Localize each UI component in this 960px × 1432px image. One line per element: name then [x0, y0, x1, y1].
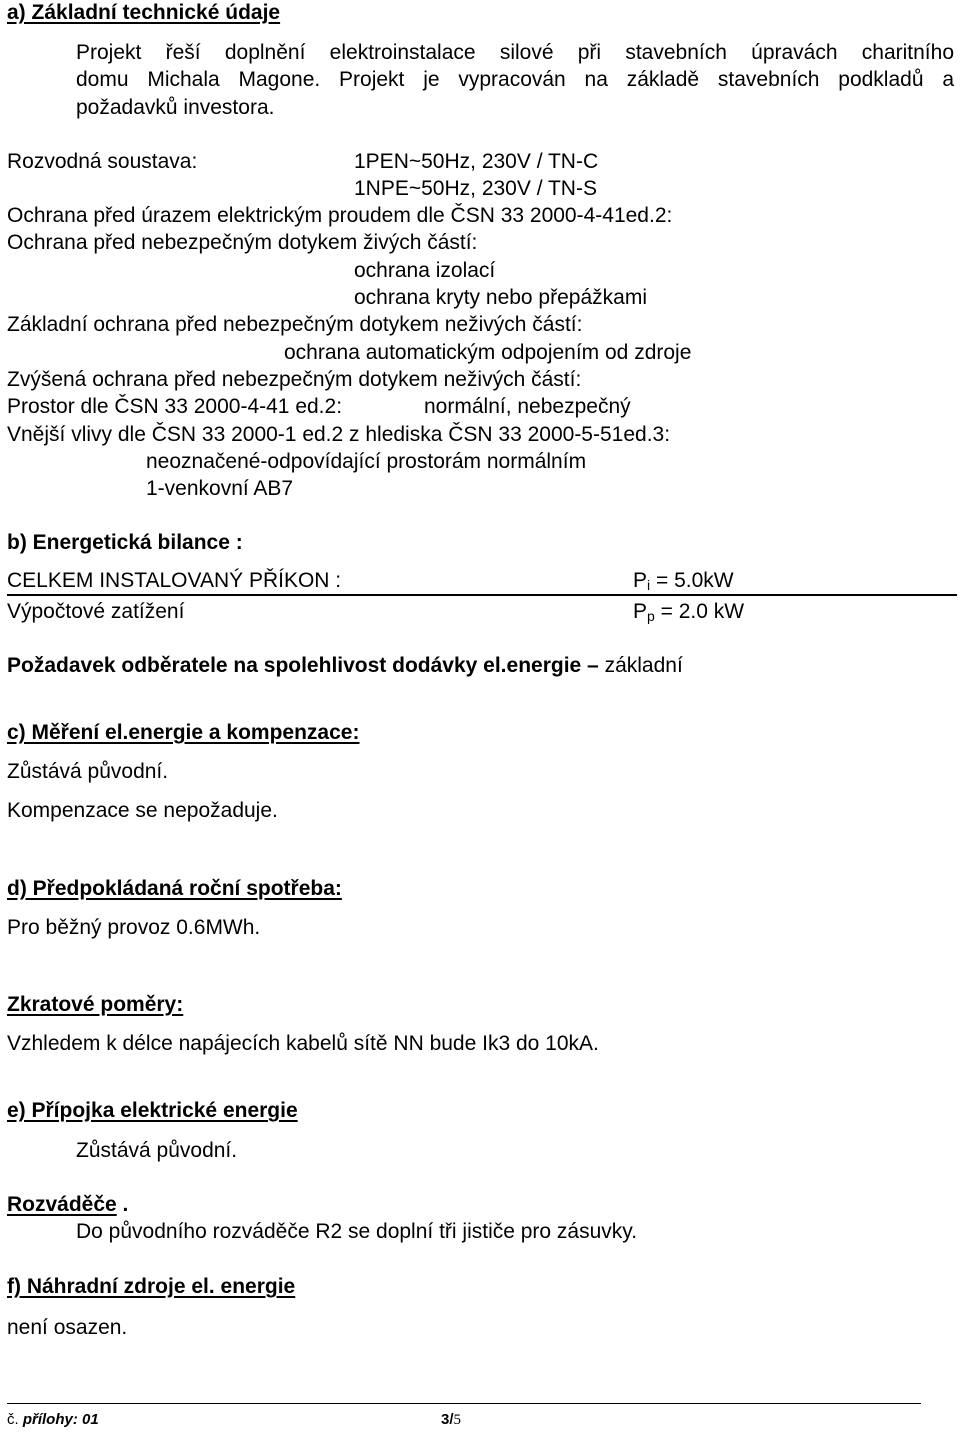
section-d-line-1: Pro běžný provoz 0.6MWh.: [7, 916, 261, 939]
pozadavek: Požadavek odběratele na spolehlivost dodávky el.energie – základní: [7, 654, 683, 677]
rozvodna-value-2: 1NPE~50Hz, 230V / TN-S: [354, 177, 597, 200]
footer-prilohy: č. přílohy: 01: [7, 1411, 99, 1428]
rozvodna-value-1: 1PEN~50Hz, 230V / TN-C: [354, 150, 599, 173]
section-c-line-2: Kompenzace se nepožaduje.: [7, 799, 278, 822]
venkovni: 1-venkovní AB7: [146, 477, 294, 500]
zkratove-line-1: Vzhledem k délce napájecích kabelů sítě NN bude Ik3 do 10kA.: [7, 1032, 599, 1055]
rozvadece-heading: Rozváděče .: [7, 1193, 129, 1216]
section-f-heading: f) Náhradní zdroje el. energie: [7, 1275, 296, 1298]
zvysena-ochrana: Zvýšená ochrana před nebezpečným dotykem neživých částí:: [7, 368, 582, 391]
section-c-line-1: Zůstává původní.: [7, 760, 169, 783]
ochrana-kryty: ochrana kryty nebo přepážkami: [354, 286, 647, 309]
zakladni-ochrana: Základní ochrana před nebezpečným dotykem neživých částí:: [7, 313, 583, 336]
prostor-label: Prostor dle ČSN 33 2000-4-41 ed.2:: [7, 395, 343, 418]
neoznacene: neoznačené-odpovídající prostorám normálním: [146, 450, 587, 473]
intro-line-2: domu Michala Magone. Projekt je vypracován na základě stavebních podkladů a: [76, 68, 954, 91]
bilance-divider: [7, 594, 957, 596]
vnejsi-vlivy: Vnější vlivy dle ČSN 33 2000-1 ed.2 z hlediska ČSN 33 2000-5-51ed.3:: [7, 423, 671, 446]
section-b-heading: b) Energetická bilance :: [7, 531, 243, 554]
rozvodna-label: Rozvodná soustava:: [7, 150, 198, 173]
section-e-heading: e) Přípojka elektrické energie: [7, 1099, 298, 1122]
ochrana-zive: Ochrana před nebezpečným dotykem živých částí:: [7, 231, 478, 254]
section-f-line-1: není osazen.: [7, 1316, 128, 1339]
vypoctove-label: Výpočtové zatížení: [7, 600, 185, 623]
footer-page-number: 3/5: [441, 1411, 462, 1428]
rozvadece-line-1: Do původního rozváděče R2 se doplní tři jističe pro zásuvky.: [76, 1220, 638, 1243]
section-c-heading: c) Měření el.energie a kompenzace:: [7, 721, 360, 744]
pi-value: Pi = 5.0kW: [633, 569, 734, 593]
celkem-label: CELKEM INSTALOVANÝ PŘÍKON :: [7, 569, 342, 592]
pp-value: Pp = 2.0 kW: [633, 600, 745, 624]
intro-line-1: Projekt řeší doplnění elektroinstalace silové při stavebních úpravách charitního: [76, 41, 954, 64]
section-d-heading: d) Předpokládaná roční spotřeba:: [7, 877, 342, 900]
ochrana-uraz: Ochrana před úrazem elektrickým proudem dle ČSN 33 2000-4-41ed.2:: [7, 204, 673, 227]
intro-line-3: požadavků investora.: [76, 96, 275, 119]
prostor-value: normální, nebezpečný: [424, 395, 631, 418]
ochrana-izolaci: ochrana izolací: [354, 259, 496, 282]
section-e-line-1: Zůstává původní.: [76, 1139, 238, 1162]
zkratove-heading: Zkratové poměry:: [7, 993, 184, 1016]
section-a-heading: a) Základní technické údaje: [7, 1, 281, 24]
ochrana-automatickym: ochrana automatickým odpojením od zdroje: [284, 341, 692, 364]
footer-rule: [7, 1403, 921, 1404]
